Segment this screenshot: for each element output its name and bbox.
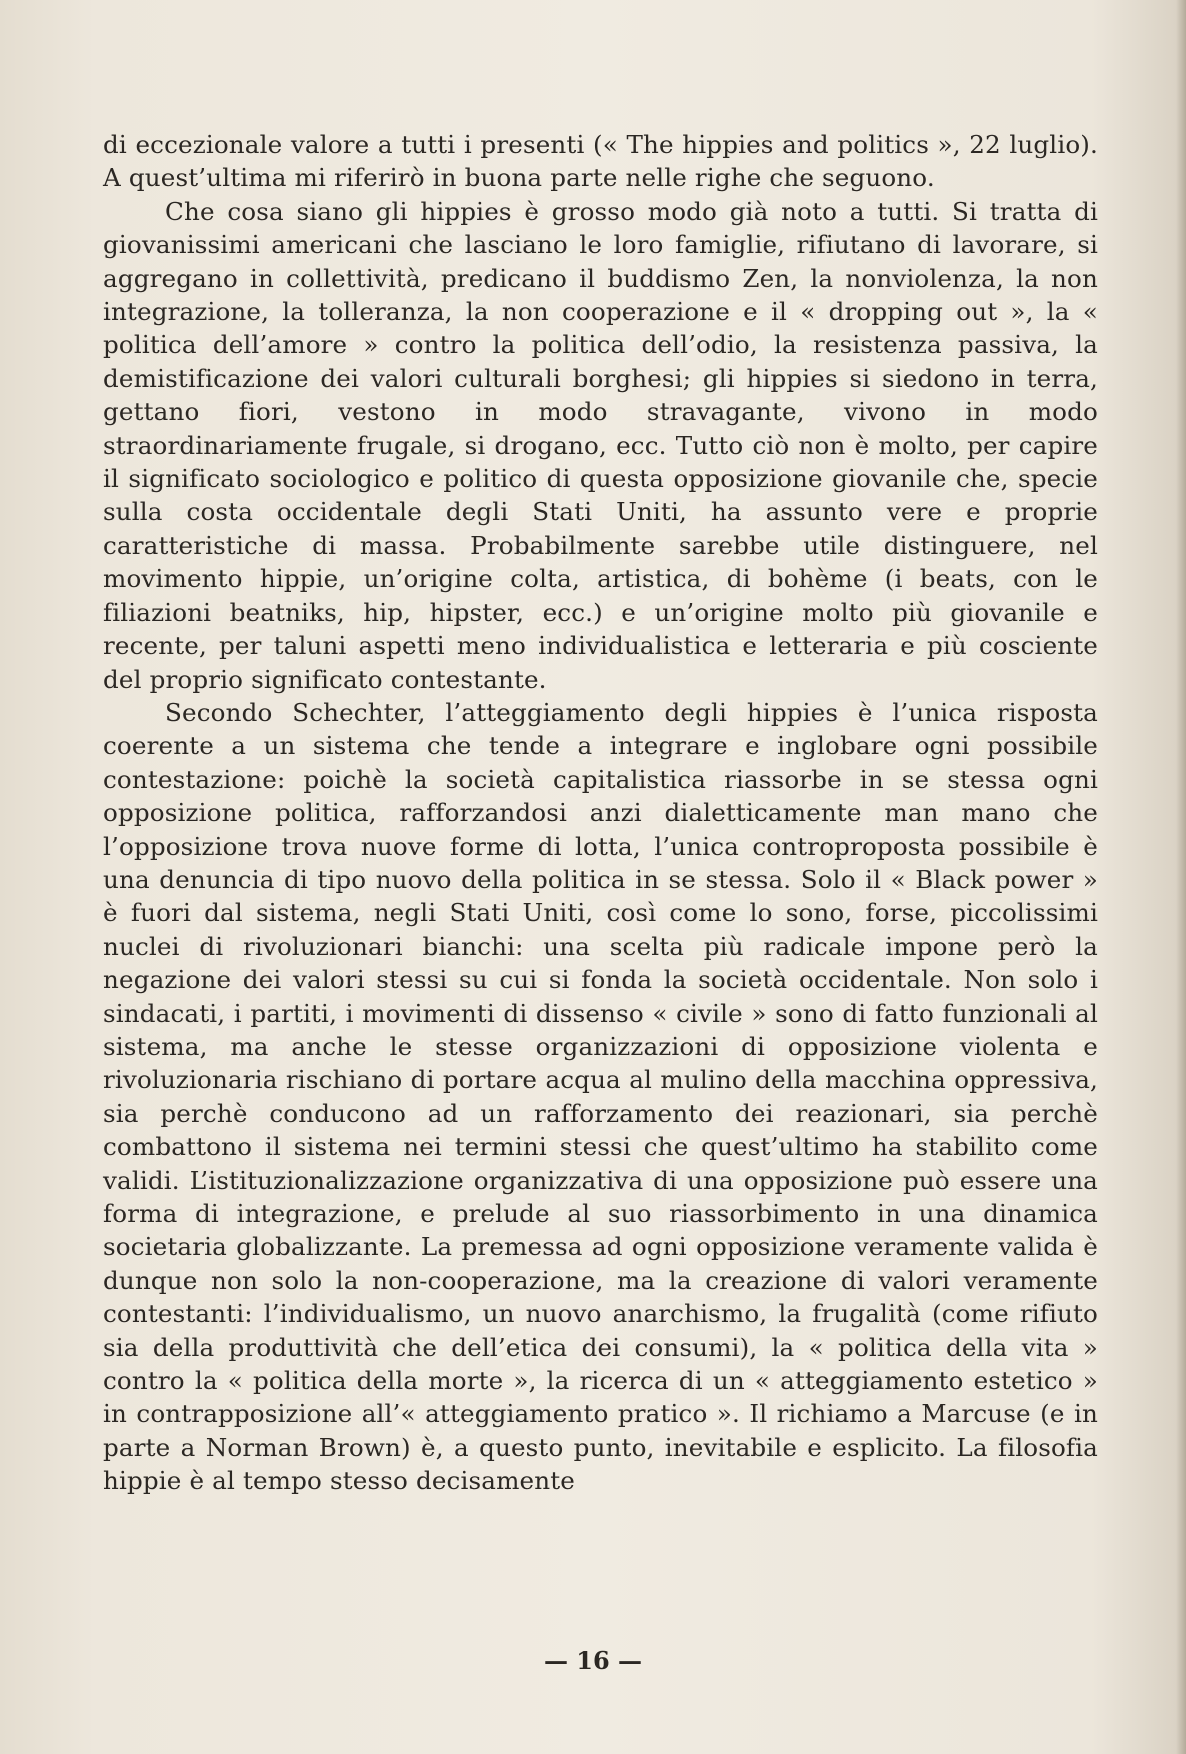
paragraph-continuation: di eccezionale valore a tutti i presenti (« The hippies and politics », 22 luglio). A quest’ultima mi riferirò in buona parte nelle righe che seguono. [103,130,1098,193]
paragraph-schechter: Secondo Schechter, l’atteggiamento degli hippies è l’unica risposta coerente a un sistema che tende a integrare e inglobare ogni possibile contestazione: poichè la società capitalistica riassorbe in se stessa ogni opposizione politica, rafforzandosi anzi dialetticamente man mano che l’opposizione trova nuove forme di lotta, l’unica controproposta possibile è una denuncia di tipo nuovo della politica in se stessa. Solo il « Black power » è fuori dal sistema, negli Stati Uniti, così come lo sono, forse, piccolissimi nuclei di rivoluzionari bianchi: una scelta più radicale impone però la negazione dei valori stessi su cui si fonda la società occidentale. Non solo i sindacati, i partiti, i movimenti di dissenso « civile » sono di fatto funzionali al sistema, ma anche le stesse organizzazioni di opposizione violenta e rivoluzionaria rischiano di portare acqua al mulino della macchina oppressiva, sia perchè conducono ad un rafforzamento dei reazionari, sia perchè combattono il sistema nei termini stessi che quest’ultimo ha stabilito come validi. L’istituzionalizzazione organizzativa di una opposizione può essere una forma di integrazione, e prelude al suo riassorbimento in una dinamica societaria globalizzante. La premessa ad ogni opposizione veramente valida è dunque non solo la non-cooperazione, ma la creazione di valori veramente contestanti: l’individualismo, un nuovo anarchismo, la frugalità (come rifiuto sia della produttività che dell’etica dei consumi), la « politica della vita » contro la « politica della morte », la ricerca di un « atteggiamento estetico » in contrapposizione all’« atteggiamento pratico ». Il richiamo a Marcuse (e in parte a Norman Brown) è, a questo punto, inevitabile e esplicito. La filosofia hippie è al tempo stesso decisamente [103,697,1098,1496]
page-edge-shadow [1176,0,1186,1754]
body-text [103,128,1098,1498]
page-number: — 16 — [543,1646,643,1675]
paragraph-hippies-description: Che cosa siano gli hippies è grosso modo già noto a tutti. Si tratta di giovanissimi americani che lasciano le loro famiglie, rifiutano di lavorare, si aggregano in collettività, predicano il buddismo Zen, la nonviolenza, la non integrazione, la tolleranza, la non cooperazione e il « dropping out », la « politica dell’amore » contro la politica dell’odio, la resistenza passiva, la demistificazione dei valori culturali borghesi; gli hippies si siedono in terra, gettano fiori, vestono in modo stravagante, vivono in modo straordinariamente frugale, si drogano, ecc. Tutto ciò non è molto, per capire il significato sociologico e politico di questa opposizione giovanile che, specie sulla costa occidentale degli Stati Uniti, ha assunto vere e proprie caratteristiche di massa. Probabilmente sarebbe utile distinguere, nel movimento hippie, un’origine colta, artistica, di bohème (i beats, con le filiazioni beatniks, hip, hipster, ecc.) e un’origine molto più giovanile e recente, per taluni aspetti meno individualistica e letteraria e più cosciente del proprio significato contestante. [103,196,1098,694]
